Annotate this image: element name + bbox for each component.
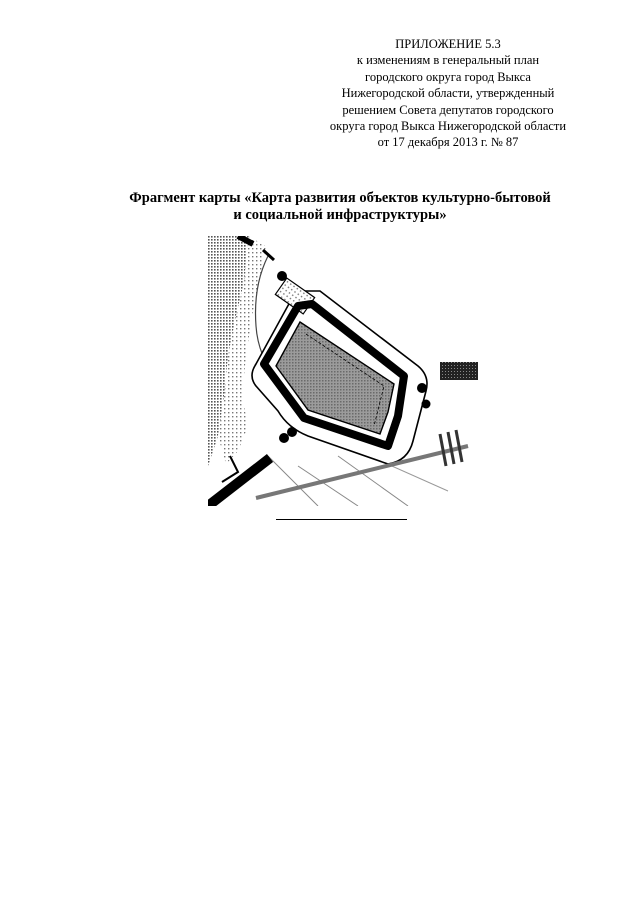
road-line <box>268 456 318 506</box>
appendix-line: от 17 декабря 2013 г. № 87 <box>377 135 519 150</box>
appendix-line: городского округа город Выкса <box>365 69 531 84</box>
node-marker <box>287 427 297 437</box>
hatched-block <box>440 362 478 380</box>
boundary-segment <box>263 250 274 260</box>
map-fragment-graphic <box>208 236 478 506</box>
document-title-line-2: и социальной инфраструктуры» <box>233 207 447 223</box>
appendix-line: решением Совета депутатов городского <box>342 102 554 117</box>
map-fragment <box>208 236 478 506</box>
document-title <box>60 190 620 224</box>
node-marker <box>279 433 289 443</box>
node-marker <box>422 400 431 409</box>
appendix-title: ПРИЛОЖЕНИЕ 5.3 <box>395 37 501 51</box>
document-title-line-1: Фрагмент карты «Карта развития объектов культурно-бытовой <box>129 190 551 206</box>
appendix-line: Нижегородской области, утвержденный <box>341 86 555 101</box>
road-line <box>222 456 238 482</box>
appendix-header <box>298 36 598 151</box>
appendix-line: округа город Выкса Нижегородской области <box>329 119 567 134</box>
node-marker <box>277 271 287 281</box>
separator-line <box>276 519 407 520</box>
node-marker <box>417 383 427 393</box>
appendix-line: к изменениям в генеральный план <box>356 53 540 68</box>
